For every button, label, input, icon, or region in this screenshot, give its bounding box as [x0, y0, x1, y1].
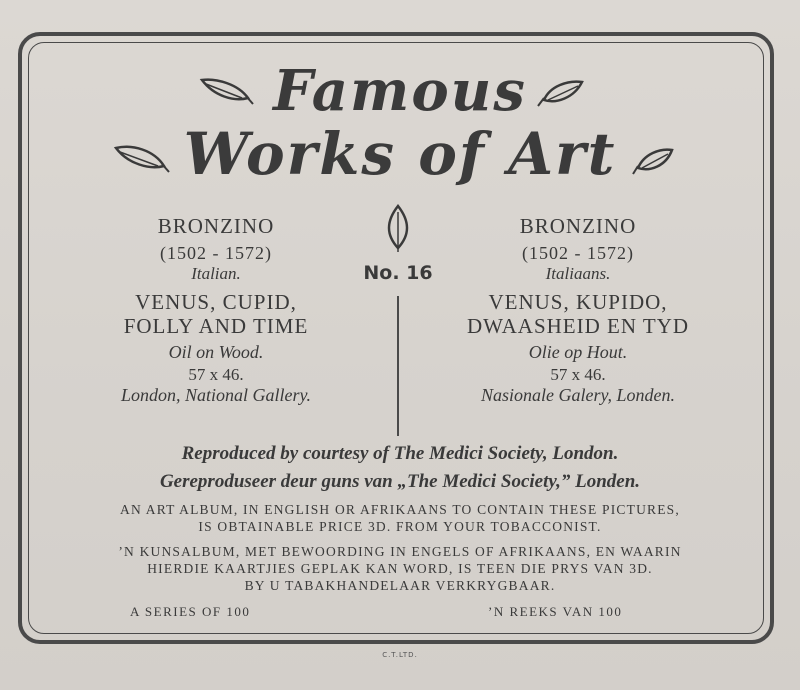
center-leaf-icon — [383, 204, 413, 254]
english-column — [66, 214, 366, 406]
series-afrikaans: ’N REEKS VAN 100 — [488, 604, 623, 619]
series-english: A SERIES OF 100 — [130, 604, 251, 619]
artist-nationality: Italiaans. — [545, 264, 611, 283]
album-notice-english — [0, 501, 800, 535]
card-number: No. 16 — [363, 262, 433, 284]
credit-english: Reproduced by courtesy of The Medici Society, London. — [181, 443, 619, 464]
afrikaans-column — [428, 214, 728, 406]
work-location: Nasionale Galery, Londen. — [481, 385, 675, 405]
work-title-line-2: FOLLY AND TIME — [123, 314, 309, 338]
artist-dates: (1502 - 1572) — [522, 243, 634, 263]
work-medium: Oil on Wood. — [168, 342, 264, 362]
work-title-line-1: VENUS, KUPIDO, — [488, 290, 668, 314]
title-line-2: Works of Art — [183, 120, 617, 188]
title-line-1: Famous — [273, 58, 527, 124]
work-location: London, National Gallery. — [120, 385, 311, 405]
notice-line: HIERDIE KAARTJIES GEPLAK KAN WORD, IS TEEN DIE PRYS VAN 3D. — [147, 561, 653, 576]
notice-line: BY U TABAKHANDELAAR VERKRYGBAAR. — [244, 578, 556, 593]
work-title-line-2: DWAASHEID EN TYD — [466, 314, 690, 338]
column-divider — [397, 296, 399, 436]
artist-nationality: Italian. — [191, 264, 241, 283]
artist-name: BRONZINO — [157, 214, 275, 238]
album-notice-afrikaans — [0, 543, 800, 594]
work-medium: Olie op Hout. — [528, 342, 628, 362]
printer-mark: C.T.LTD. — [382, 651, 418, 659]
notice-line: ’N KUNSALBUM, MET BEWOORDING IN ENGELS OF AFRIKAANS, EN WAARIN — [118, 544, 682, 559]
work-dimensions: 57 x 46. — [188, 365, 244, 384]
notice-line: IS OBTAINABLE PRICE 3D. FROM YOUR TOBACCONIST. — [198, 519, 602, 534]
work-dimensions: 57 x 46. — [550, 365, 606, 384]
artist-name: BRONZINO — [519, 214, 637, 238]
artist-dates: (1502 - 1572) — [160, 243, 272, 263]
notice-line: AN ART ALBUM, IN ENGLISH OR AFRIKAANS TO CONTAIN THESE PICTURES, — [120, 502, 680, 517]
credit-afrikaans: Gereproduseer deur guns van „The Medici Society,” Londen. — [159, 471, 641, 492]
work-title-line-1: VENUS, CUPID, — [135, 290, 297, 314]
